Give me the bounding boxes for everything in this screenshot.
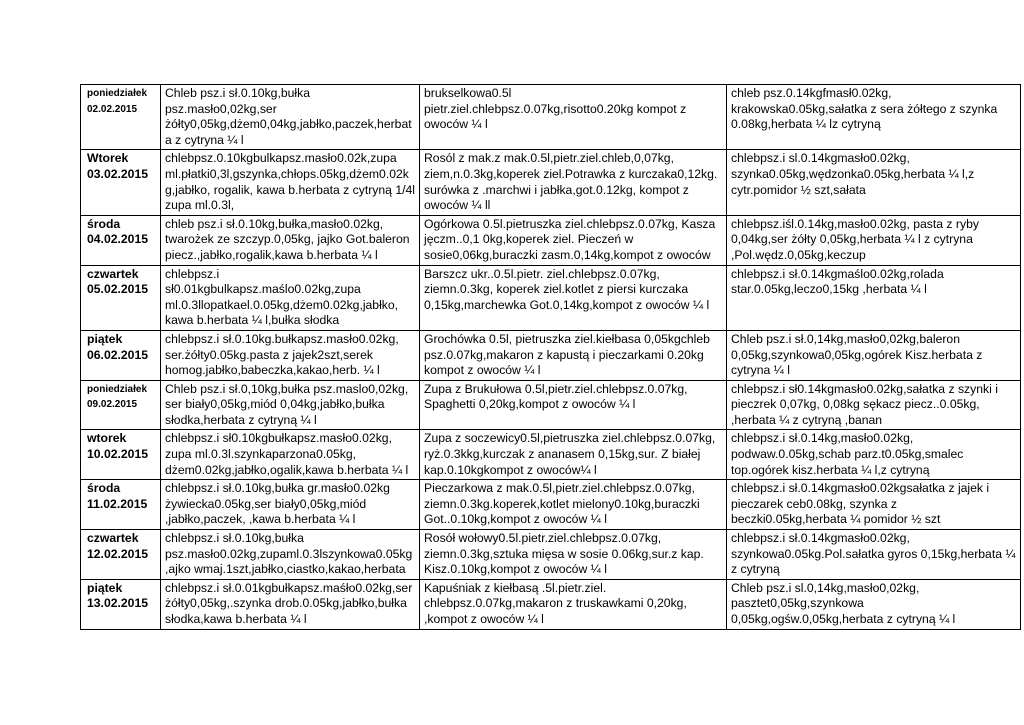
day-name: wtorek [87, 431, 127, 446]
day-name: Wtorek [87, 151, 129, 166]
day-date: 12.02.2015 [87, 546, 148, 561]
day-date: 09.02.2015 [87, 399, 138, 411]
lunch-cell: Zupa z soczewicy0.5l,pietruszka ziel.chlebpsz.0.07kg, ryż.0.3kkg,kurczak z ananasem 0,15kg,sur. Z białej kap.0.10kgkompot z owoców¼ l [420, 430, 727, 480]
dinner-cell: chlebpsz.i sł.0.14kgmaślo0.02kg,rolada star.0.05kg,leczo0,15kg ,herbata ¼ l [727, 265, 1021, 330]
day-date: 06.02.2015 [87, 347, 148, 362]
lunch-cell: Zupa z Brukułowa 0.5l,pietr.ziel.chlebpsz.0.07kg, Spaghetti 0,20kg,kompot z owoców ¼ l [420, 380, 727, 430]
menu-row [81, 579, 1021, 629]
day-cell [81, 380, 161, 430]
lunch-cell: Kapuśniak z kiełbasą .5l.pietr.ziel. chlebpsz.0.07kg,makaron z truskawkami 0,20kg, ,kompot z owoców ¼ l [420, 579, 727, 629]
menu-row [81, 150, 1021, 215]
breakfast-cell: chleb psz.i sł.0.10kg,bułka,masło0.02kg, twarożek ze szczyp.0,05kg, jajko Got.baleron piecz.,jabłko,rogalik,kawa b.herbata ¼ l [161, 215, 420, 265]
breakfast-cell: chlebpsz.i sł0.10kgbułkapsz.masło0.02kg, zupa ml.0.3l.szynkaparzona0.05kg, dżem0.02kg,jabłko,ogalik,kawa b.herbata ¼ l [161, 430, 420, 480]
lunch-cell: Rosól z mak.z mak.0.5l,pietr.ziel.chleb,0,07kg, ziem,n.0.3kg,koperek ziel.Potrawka z kurczaka0,12kg. surówka z .marchwi i jabłka,got.0.12kg, kompot z owoców ¼ ll [420, 150, 727, 215]
menu-row [81, 330, 1021, 380]
day-date: 04.02.2015 [87, 232, 148, 247]
menu-row [81, 85, 1021, 150]
menu-row [81, 380, 1021, 430]
breakfast-cell: chlebpsz.0.10kgbulkapsz.masło0.02k,zupa ml.płatki0,3l,gszynka,chłops.05kg,dżem0.02kg,jabłko, rogalik, kawa b.herbata z cytryną 1/4l zupa ml.0.3l, [161, 150, 420, 215]
menu-row [81, 430, 1021, 480]
lunch-cell: Rosół wołowy0.5l.pietr.ziel.chlebpsz.0.07kg, ziemn.0.3kg,sztuka mięsa w sosie 0.06kg,sur.z kap. Kisz.0.10kg,kompot z owoców ¼ l [420, 530, 727, 580]
day-date: 02.02.2015 [87, 103, 138, 115]
breakfast-cell: chlebpsz.i sł.0.01kgbułkapsz.maśło0.02kg,ser żółty0,05kg,.szynka drob.0.05kg,jabłko,bułka słodka,kawa b.herbata ¼ l [161, 579, 420, 629]
day-name: piątek [87, 580, 123, 595]
lunch-cell: Pieczarkowa z mak.0.5l,pietr.ziel.chlebpsz.0.07kg, ziemn.0.3kg.koperek,kotlet mielony0.10kg,buraczki Got..0.10kg,kompot z owoców ¼ l [420, 480, 727, 530]
day-date: 11.02.2015 [87, 496, 148, 511]
menu-row [81, 265, 1021, 330]
breakfast-cell: Chleb psz.i sł.0,10kg,bułka psz.maslo0,02kg, ser biały0,05kg,miód 0,04kg,jabłko,bułka słodka,herbata z cytryną ¼ l [161, 380, 420, 430]
dinner-cell: chlebpsz.iśl.0.14kg,masło0.02kg, pasta z ryby 0,04kg,ser żółty 0,05kg,herbata ¼ l z cytryna ,Pol.wędz.0,05kg,keczup [727, 215, 1021, 265]
lunch-cell: brukselkowa0.5l pietr.ziel.chlebpsz.0.07kg,risotto0.20kg kompot z owoców ¼ l [420, 85, 727, 150]
menu-body [81, 85, 1021, 630]
menu-row [81, 215, 1021, 265]
day-name: piątek [87, 331, 123, 346]
lunch-cell: Barszcz ukr..0.5l.pietr. ziel.chlebpsz.0.07kg, ziemn.0.3kg, koperek ziel.kotlet z piersi kurczaka 0,15kg,marchewka Got.0,14kg,kompot z owoców ¼ l [420, 265, 727, 330]
day-name: czwartek [87, 531, 139, 546]
day-cell [81, 480, 161, 530]
day-cell [81, 530, 161, 580]
dinner-cell: chlebpsz.i sł.0.14kgmasło0.02kg, szynkowa0.05kg.Pol.sałatka gyros 0,15kg,herbata ¼ z cytryną [727, 530, 1021, 580]
dinner-cell: chlebpsz.i sł.0.14kg,masło0.02kg, podwaw.0.05kg,schab parz.t0.05kg,smalec top.ogórek kisz.herbata ¼ l,z cytryną [727, 430, 1021, 480]
day-date: 10.02.2015 [87, 447, 148, 462]
lunch-cell: Grochówka 0.5l, pietruszka ziel.kiełbasa 0,05kgchleb psz.0.07kg,makaron z kapustą i pieczarkami 0.20kg kompot z owoców ¼ l [420, 330, 727, 380]
day-date: 05.02.2015 [87, 282, 148, 297]
breakfast-cell: chlebpsz.i sł.0.10kg,bułka psz.masło0.02kg,zupaml.0.3lszynkowa0.05kg ,ajko wmaj.1szt,jabłko,ciastko,kakao,herbata [161, 530, 420, 580]
menu-row [81, 530, 1021, 580]
menu-row [81, 480, 1021, 530]
day-date: 13.02.2015 [87, 596, 148, 611]
day-cell [81, 85, 161, 150]
breakfast-cell: chlebpsz.i sł.0.10kg,bułka gr.masło0.02kg żywiecka0.05kg,ser biały0,05kg,miód ,jabłko,paczek, ,kawa b.herbata ¼ l [161, 480, 420, 530]
day-date: 03.02.2015 [87, 166, 148, 181]
breakfast-cell: chlebpsz.i sł0.01kgbulkapsz.maślo0.02kg,zupa ml.0.3llopatkael.0.05kg,dżem0.02kg,jabłko, kawa b.herbata ¼ l,bułka słodka [161, 265, 420, 330]
dinner-cell: chlebpsz.i sł.0.14kgmasło0.02kgsałatka z jajek i pieczarek ceb0.08kg, szynka z beczki0.05kg,herbata ¼ pomidor ½ szt [727, 480, 1021, 530]
breakfast-cell: chlebpsz.i sł.0.10kg.bułkapsz.masło0.02kg, ser.żółty0.05kg.pasta z jajek2szt,serek homog.jabłko,babeczka,kakao,herb. ¼ l [161, 330, 420, 380]
dinner-cell: Chleb psz.i sł.0,14kg,masło0,02kg,baleron 0,05kg,szynkowa0,05kg,ogórek Kisz.herbata z cytryna ¼ l [727, 330, 1021, 380]
dinner-cell: chleb psz.0.14kgfmasł0.02kg, krakowska0.05kg,sałatka z sera żółtego z szynka 0.08kg,herbata ¼ lz cytryną [727, 85, 1021, 150]
day-cell [81, 330, 161, 380]
dinner-cell: chlebpsz.i sł0.14kgmasło0.02kg,sałatka z szynki i pieczrek 0,07kg, 0,08kg sękacz piecz..0.05kg, ,herbata ¼ z cytryną ,banan [727, 380, 1021, 430]
day-name: czwartek [87, 266, 139, 281]
day-name: środa [87, 216, 121, 231]
day-cell [81, 150, 161, 215]
menu-table [80, 84, 1021, 630]
day-cell [81, 579, 161, 629]
lunch-cell: Ogórkowa 0.5l.pietruszka ziel.chlebpsz.0.07kg, Kasza jęczm..0,1 0kg,koperek ziel. Pieczeń w sosie0,06kg,buraczki zasm.0,14kg,kompot z owoców [420, 215, 727, 265]
day-cell [81, 430, 161, 480]
day-cell [81, 215, 161, 265]
day-cell [81, 265, 161, 330]
day-name: poniedziałek [87, 383, 148, 395]
dinner-cell: Chleb psz.i sl.0,14kg,masło0,02kg, pasztet0,05kg,szynkowa 0,05kg,ogśw.0,05kg,herbata z cytryną ¼ l [727, 579, 1021, 629]
day-name: poniedziałek [87, 88, 148, 99]
table-edge-line [1020, 84, 1021, 150]
dinner-cell: chlebpsz.i sl.0.14kgmasło0.02kg, szynka0.05kg,wędzonka0.05kg,herbata ¼ l,z cytr.pomidor ½ szt,sałata [727, 150, 1021, 215]
day-name: środa [87, 481, 121, 496]
breakfast-cell: Chleb psz.i sł.0.10kg,bułka psz.masło0,02kg,ser żółty0,05kg,dżem0,04kg,jabłko,paczek,herbata z cytryna ¼ l [161, 85, 420, 150]
